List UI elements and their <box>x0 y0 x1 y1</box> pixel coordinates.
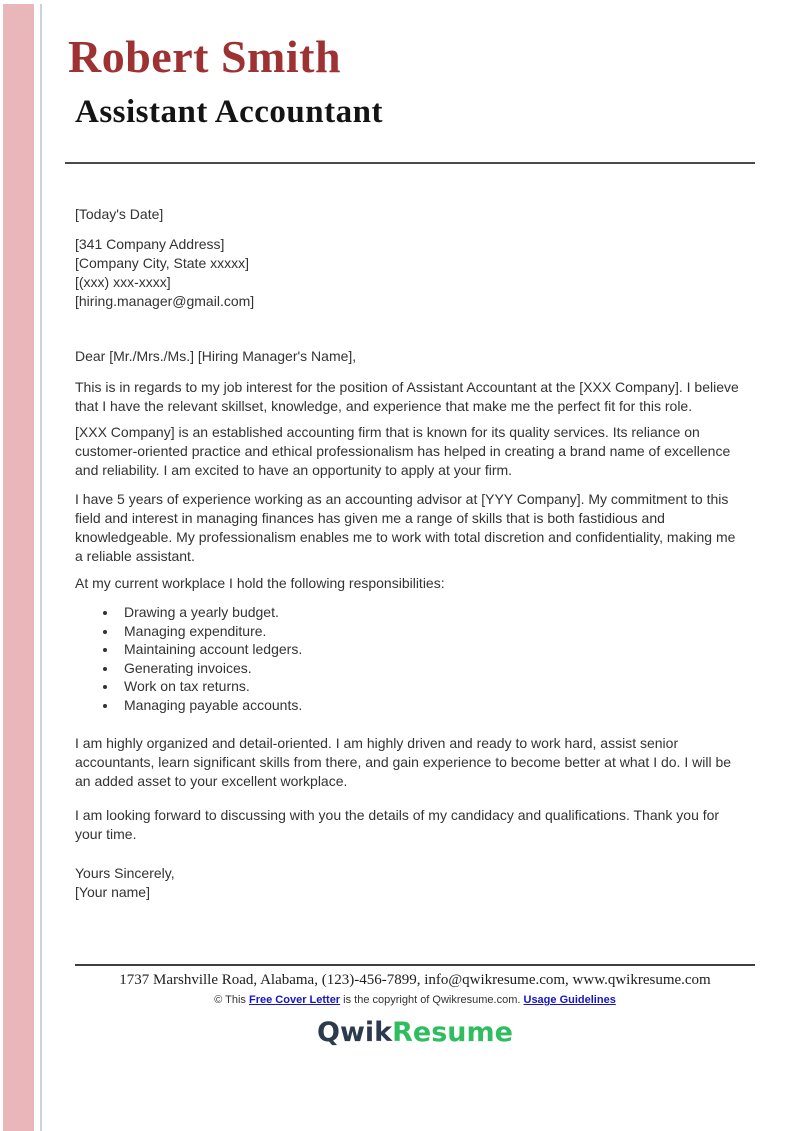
paragraph-company: [XXX Company] is an established accounting firm that is known for its quality services. Its reliance on customer-oriented practice and ethical professionalism has helped in creating a brand name of excellence and reliability. I am excited to have an opportunity to apply at your firm. <box>75 424 731 478</box>
list-item: • Managing payable accounts. <box>118 696 747 715</box>
address-line: [Company City, State xxxxx] <box>75 255 250 271</box>
left-accent-stripe <box>3 4 34 1131</box>
left-accent-border <box>40 4 42 1131</box>
paragraph-intro: This is in regards to my job interest for the position of Assistant Accountant at the [XXX Company]. I believe that I have the relevant skillset, knowledge, and experience that make me the perfect fit for this role. <box>75 379 739 414</box>
date-placeholder: [Today's Date] <box>75 206 164 222</box>
qwikresume-logo <box>75 1018 755 1048</box>
page-footer <box>75 964 755 1048</box>
signoff: Yours Sincerely, <box>75 865 175 881</box>
job-title: Assistant Accountant <box>75 94 383 130</box>
list-item: • Generating invoices. <box>118 659 747 678</box>
free-cover-letter-link[interactable]: Free Cover Letter <box>249 994 341 1006</box>
list-item: • Maintaining account ledgers. <box>118 640 747 659</box>
usage-guidelines-link[interactable]: Usage Guidelines <box>523 994 616 1006</box>
signature-placeholder: [Your name] <box>75 884 150 900</box>
responsibilities-list <box>75 603 747 714</box>
copyright-text: is the copyright of Qwikresume.com. <box>340 994 524 1006</box>
list-item: • Managing expenditure. <box>118 622 747 641</box>
address-line: [hiring.manager@gmail.com] <box>75 293 255 309</box>
paragraph-strengths: I am highly organized and detail-oriented. I am highly driven and ready to work hard, assist senior accountants, learn significant skills from there, and gain experience to become better at what I do. I will be an added asset to your excellent workplace. <box>75 735 732 789</box>
paragraph-experience: I have 5 years of experience working as an accounting advisor at [YYY Company]. My commitment to this field and interest in managing finances has given me a range of skills that is both fastidious and knowledgeable. My professionalism enables me to work with total discretion and confidentiality, making me a reliable assistant. <box>75 491 736 564</box>
logo-text-qwik: Qwik <box>317 1017 393 1048</box>
list-item: • Drawing a yearly budget. <box>118 603 747 622</box>
letter-body <box>68 0 747 902</box>
footer-divider <box>75 964 755 966</box>
salutation: Dear [Mr./Mrs./Ms.] [Hiring Manager's Name], <box>75 348 357 364</box>
header-divider <box>65 162 755 164</box>
responsibilities-intro: At my current workplace I hold the following responsibilities: <box>75 575 445 591</box>
paragraph-thanks: I am looking forward to discussing with you the details of my candidacy and qualifications. Thank you for your time. <box>75 807 720 842</box>
candidate-name: Robert Smith <box>68 31 342 82</box>
address-line: [341 Company Address] <box>75 236 225 252</box>
logo-text-resume: Resume <box>392 1017 513 1048</box>
recipient-address-block <box>75 235 747 311</box>
footer-copyright-line <box>75 993 755 1007</box>
list-item: • Work on tax returns. <box>118 677 747 696</box>
footer-contact-line: 1737 Marshville Road, Alabama, (123)-456-7899, info@qwikresume.com, www.qwikresume.com <box>119 972 711 988</box>
address-line: [(xxx) xxx-xxxx] <box>75 274 171 290</box>
copyright-text: © This <box>214 994 249 1006</box>
